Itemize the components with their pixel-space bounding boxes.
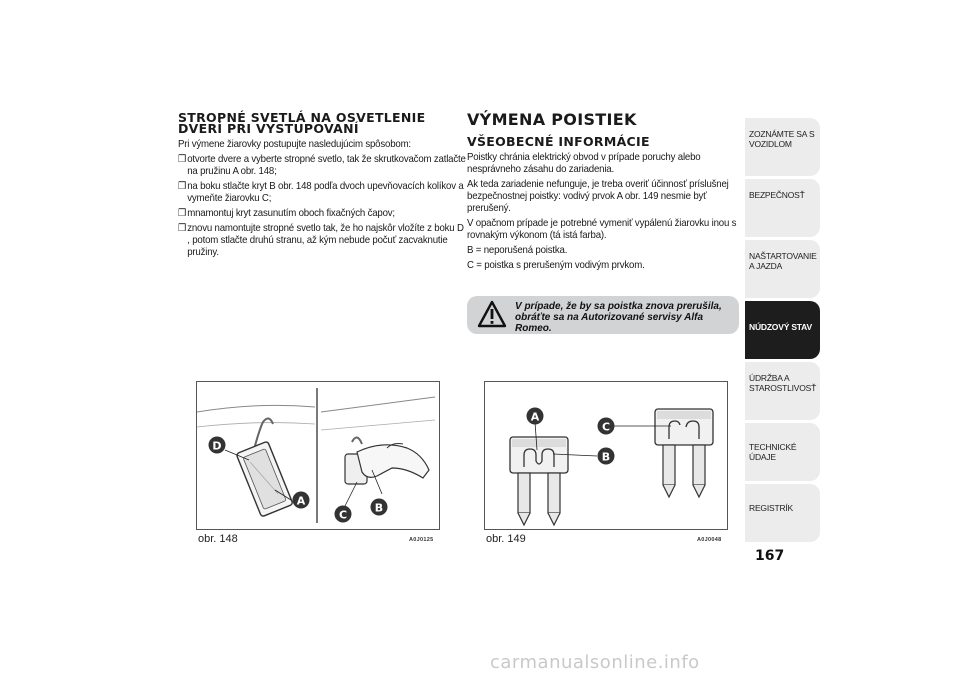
paragraph: Poistky chránia elektrický obvod v prípade poruchy alebo nesprávneho zásahu do zariadenia. <box>467 151 701 175</box>
tab-index[interactable]: REGISTRÍK <box>745 484 820 542</box>
figure-148-illustration <box>196 381 440 530</box>
figure-label: A <box>296 494 306 508</box>
tab-emergency[interactable]: NÚDZOVÝ STAV <box>745 301 820 359</box>
list-item: ❒ znovu namontujte stropné svetlo tak, že ho najskôr vložíte z boku D , potom stlačte druhú stranu, až kým nebude počuť zacvaknutie pružiny. <box>178 222 464 258</box>
paragraph: B = neporušená poistka. <box>467 244 568 256</box>
paragraph: C = poistka s prerušeným vodivým prvkom. <box>467 259 645 271</box>
figure-149-caption: obr. 149 <box>486 533 526 545</box>
warning-triangle-icon <box>477 300 507 328</box>
figure-148-caption: obr. 148 <box>198 533 238 545</box>
checkbox-bullet-icon: ❒ <box>178 223 187 234</box>
paragraph: Ak teda zariadenie nefunguje, je treba overiť účinnosť príslušnej bezpečnostnej poistky: vodivý prvok A obr. 149 nesmie byť prerušený. <box>467 178 729 214</box>
checkbox-bullet-icon: ❒ <box>178 208 187 219</box>
tab-get-to-know-vehicle[interactable]: ZOZNÁMTE SA S VOZIDLOM <box>745 118 820 176</box>
figure-label: A <box>530 410 540 424</box>
page-number: 167 <box>755 548 785 564</box>
courtesy-light-drawing <box>197 382 439 529</box>
figure-label: C <box>601 420 611 434</box>
list-item: ❒ otvorte dvere a vyberte stropné svetlo, tak že skrutkovačom zatlačte na pružinu A obr. 148; <box>178 153 466 177</box>
figure-label: D <box>212 439 222 453</box>
figure-label: B <box>374 501 384 515</box>
figure-label: B <box>601 450 611 464</box>
instruction-list <box>178 153 466 258</box>
tab-safety[interactable]: BEZPEČNOSŤ <box>745 179 820 237</box>
figure-149-illustration <box>484 381 728 530</box>
tab-technical-data[interactable]: TECHNICKÉ ÚDAJE <box>745 423 820 481</box>
fuse-drawing <box>485 382 727 529</box>
watermark: carmanualsonline.info <box>490 652 700 673</box>
list-item: ❒ mnamontuj kryt zasunutím oboch fixačných čapov; <box>178 207 395 219</box>
warning-box <box>467 296 739 334</box>
warning-text: V prípade, že by sa poistka znova prerušila, obráťte sa na Autorizované servisy Alfa Romeo. <box>515 301 722 334</box>
tab-starting-driving[interactable]: NAŠTARTOVANIE A JAZDA <box>745 240 820 298</box>
figure-label: C <box>338 508 348 522</box>
subheading-general-info: VŠEOBECNÉ INFORMÁCIE <box>467 134 650 149</box>
section-heading-fuse-replacement: VÝMENA POISTIEK <box>467 110 637 129</box>
section-heading-courtesy-lights: STROPNÉ SVETLÁ NA OSVETLENIE DVERÍ PRI VYSTUPOVANÍ <box>178 110 426 136</box>
paragraph: V opačnom prípade je potrebné vymeniť vypálenú žiarovku inou s rovnakým výkonom (tá istá farba). <box>467 217 737 241</box>
right-column <box>467 112 739 274</box>
left-column <box>178 110 466 261</box>
tab-maintenance[interactable]: ÚDRŽBA A STAROSTLIVOSŤ <box>745 362 820 420</box>
checkbox-bullet-icon: ❒ <box>178 181 187 192</box>
figure-148-code: A0J0125 <box>409 537 434 543</box>
checkbox-bullet-icon: ❒ <box>178 154 187 165</box>
list-item: ❒ na boku stlačte kryt B obr. 148 podľa dvoch upevňovacích kolíkov a vymeňte žiarovku C; <box>178 180 464 204</box>
intro-text: Pri výmene žiarovky postupujte nasledujúcim spôsobom: <box>178 138 411 150</box>
figure-149-code: A0J0048 <box>697 537 722 543</box>
